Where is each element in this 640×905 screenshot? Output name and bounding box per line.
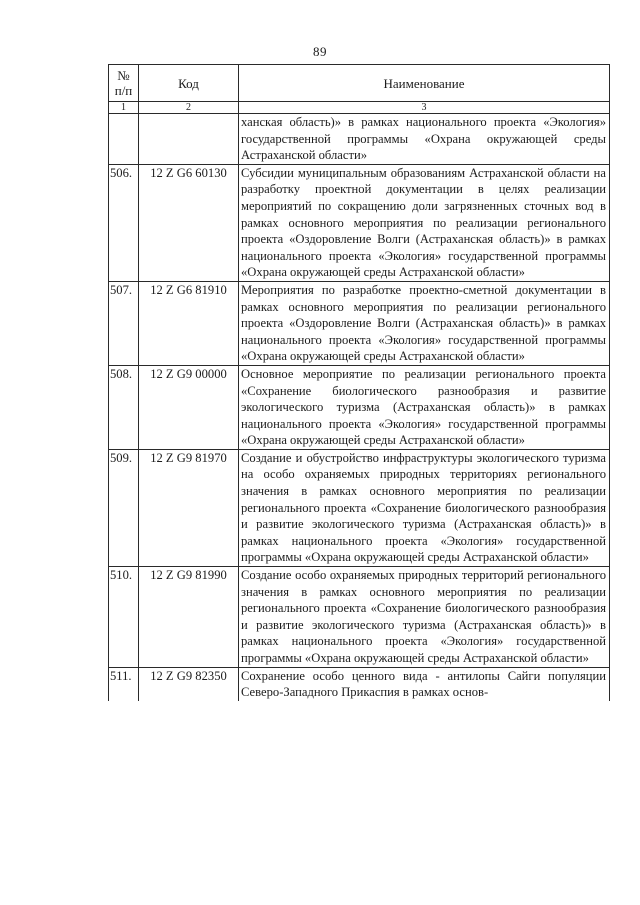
row-number: 508. [109,365,139,449]
row-number [109,114,139,165]
table-row [109,114,610,165]
row-name: Мероприятия по разработке проектно-сметной документации в рамках основного мероприятия по реализации регионального проекта «Оздоровление Волги (Астраханская область)» в рамках национального проекта «Экология» государственной программы «Охрана окружающей среды Астраханской области» [239,281,610,365]
row-name: Создание и обустройство инфраструктуры экологического туризма на особо охраняемых природных территориях регионального значения в рамках основного мероприятия по реализации регионального проекта «Сохранение биологического разнообразия и развитие экологического туризма (Астраханская область)» в рамках национального проекта «Экология» государственной программы «Охрана окружающей среды Астраханской области» [239,449,610,566]
header-name: Наименование [239,65,610,102]
row-name: Субсидии муниципальным образованиям Астраханской области на разработку проектной документации в целях реализации мероприятий по сокращению доли загрязненных сточных вод в рамках основного мероприятия по реализации регионального проекта «Оздоровление Волги (Астраханская область)» в рамках национального проекта «Экология» государственной программы «Охрана окружающей среды Астраханской области» [239,164,610,281]
row-code: 12 Z G9 81990 [139,567,239,668]
row-name: Создание особо охраняемых природных территорий регионального значения в рамках основного мероприятия по реализации регионального проекта «Сохранение биологического разнообразия и развитие экологического туризма (Астраханская область)» в рамках национального проекта «Экология» государственной программы «Охрана окружающей среды Астраханской области» [239,567,610,668]
table-row [109,281,610,365]
row-number: 506. [109,164,139,281]
row-code: 12 Z G6 81910 [139,281,239,365]
row-name: ханская область)» в рамках национального проекта «Экология» государственной программы «Охрана окружающей среды Астраханской области» [239,114,610,165]
table-row [109,164,610,281]
table-row [109,449,610,566]
column-index-3: 3 [239,102,610,114]
page-number: 89 [313,44,327,59]
column-index-2: 2 [139,102,239,114]
row-code: 12 Z G9 82350 [139,667,239,701]
row-name: Сохранение особо ценного вида - антилопы Сайги популяции Северо-Западного Прикаспия в рамках основ- [239,667,610,701]
table-row [109,667,610,701]
table-row [109,567,610,668]
row-number: 510. [109,567,139,668]
header-code: Код [139,65,239,102]
row-name: Основное мероприятие по реализации регионального проекта «Сохранение биологического разнообразия и развитие экологического туризма (Астраханская область)» в рамках национального проекта «Экология» государственной программы «Охрана окружающей среды Астраханской области» [239,365,610,449]
row-number: 509. [109,449,139,566]
budget-classification-table [108,64,610,701]
row-code [139,114,239,165]
column-index-1: 1 [109,102,139,114]
table-header-row [109,65,610,102]
row-code: 12 Z G9 00000 [139,365,239,449]
row-code: 12 Z G9 81970 [139,449,239,566]
row-number: 507. [109,281,139,365]
row-code: 12 Z G6 60130 [139,164,239,281]
table-row [109,365,610,449]
header-num: № п/п [109,65,139,102]
row-number: 511. [109,667,139,701]
column-index-row [109,102,610,114]
